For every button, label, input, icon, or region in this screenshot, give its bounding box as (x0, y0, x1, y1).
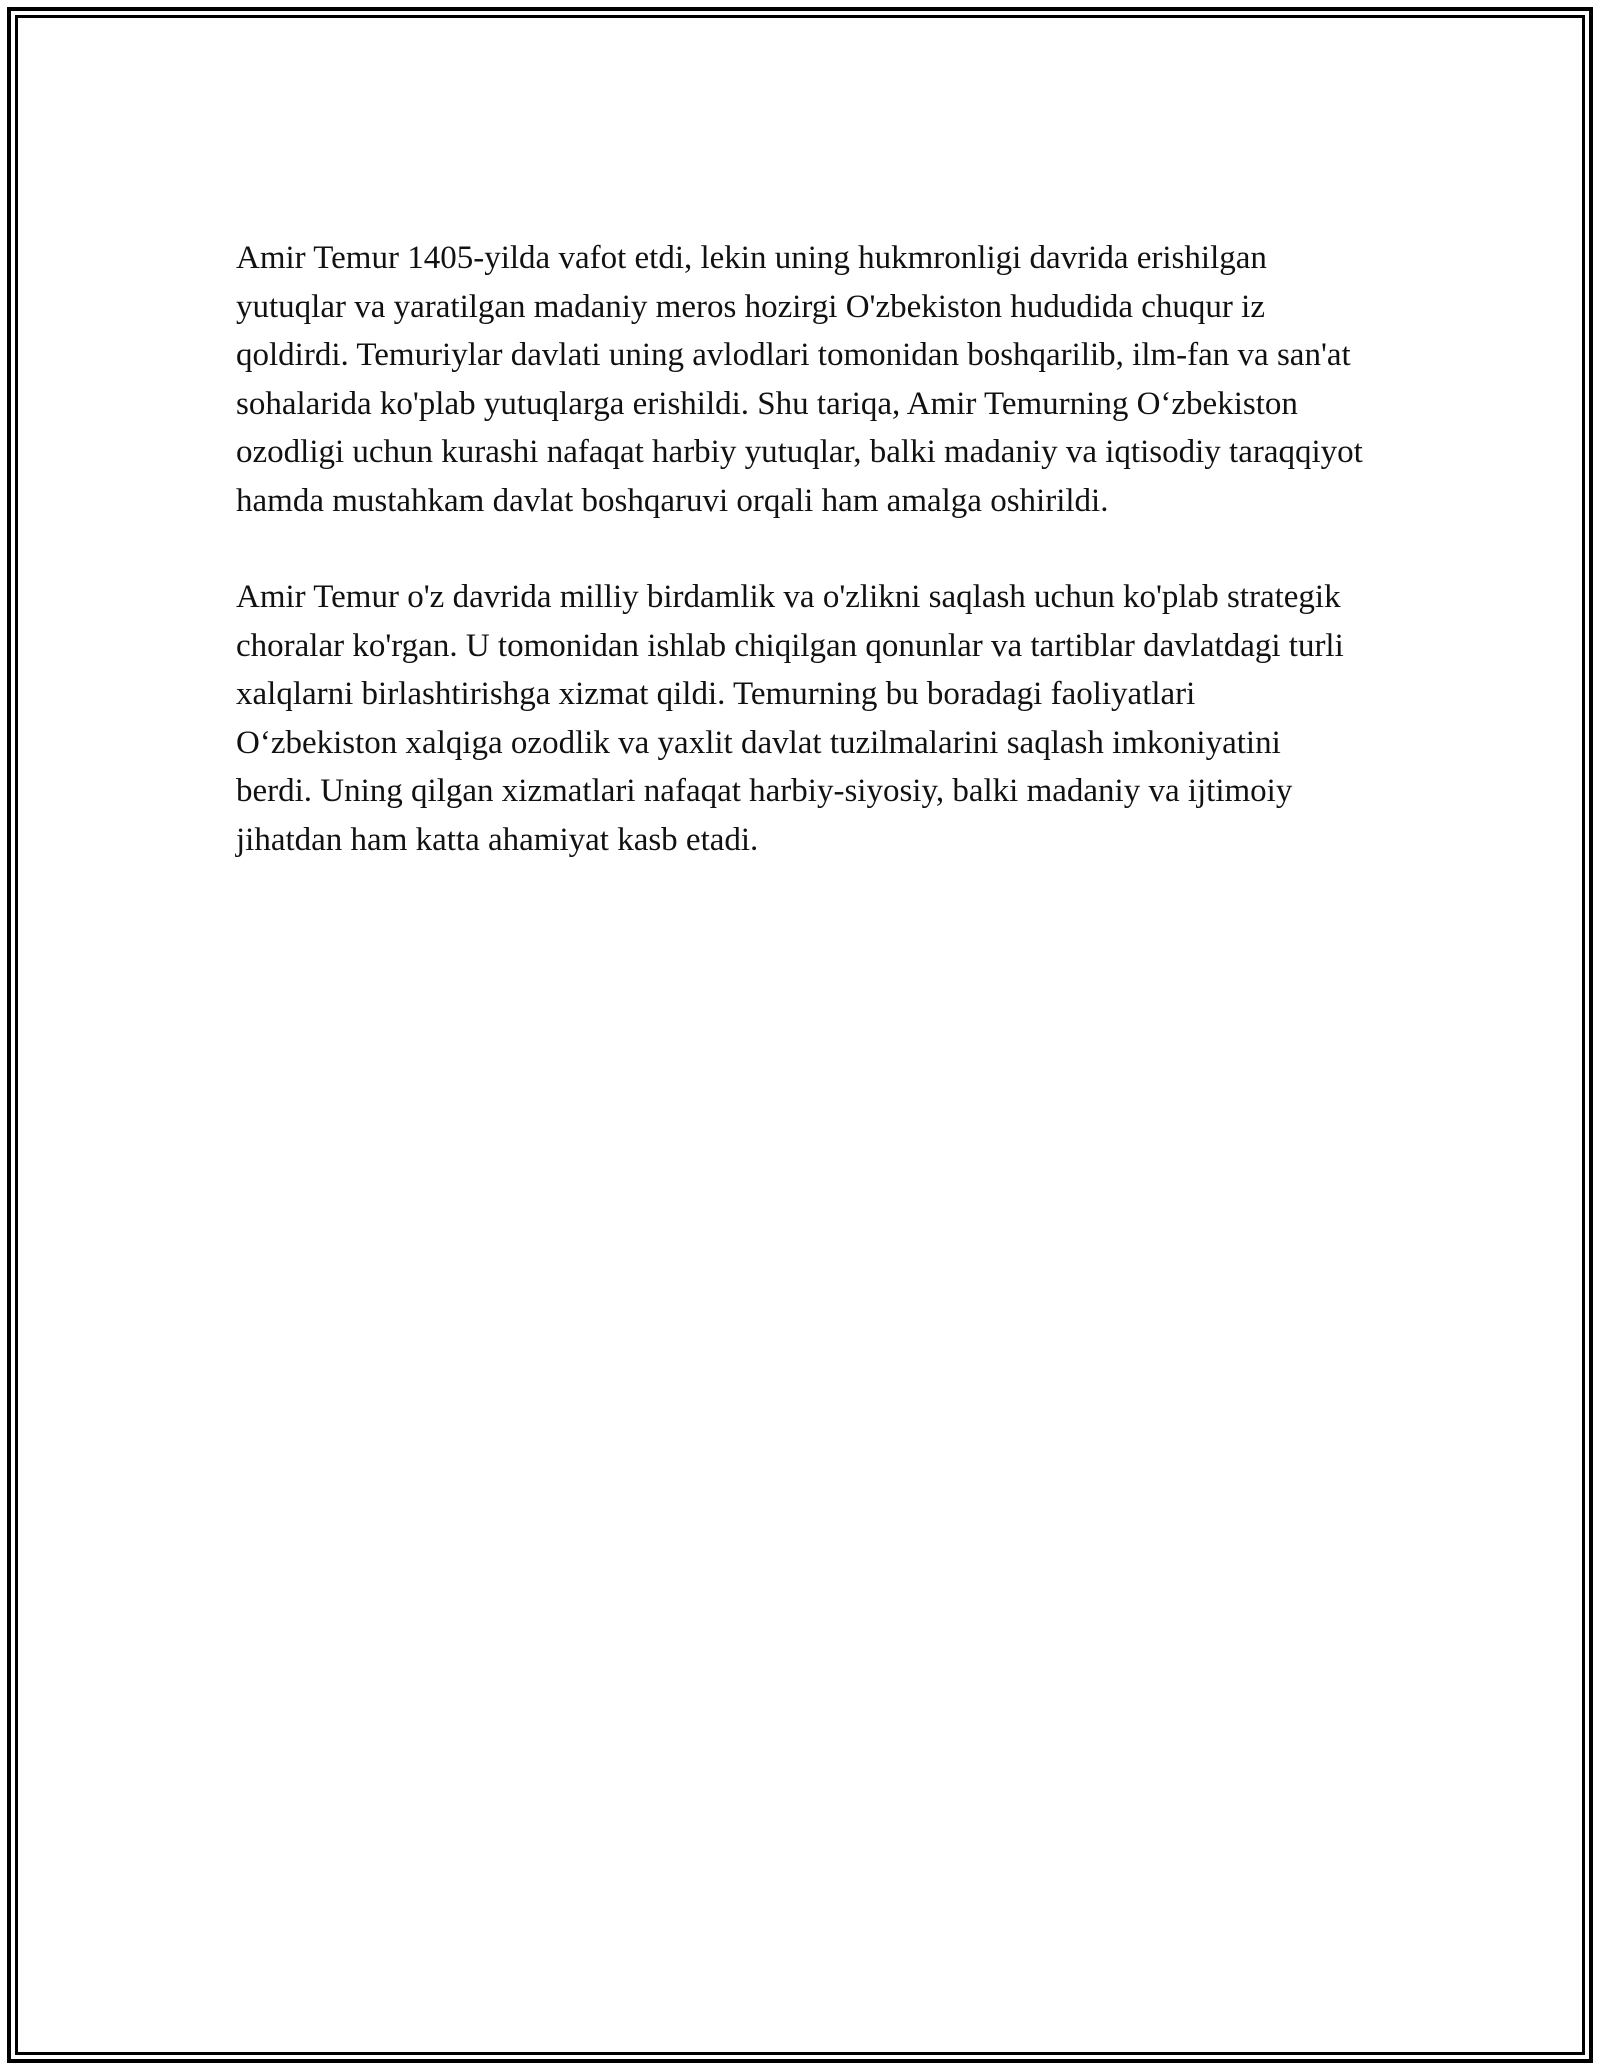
paragraph-1: Amir Temur 1405-yilda vafot etdi, lekin uning hukmronligi davrida erishilgan yutuqlar va yaratilgan madaniy meros hozirgi O'zbekiston hududida chuqur iz qoldirdi. Temuriylar davlati uning avlodlari tomonidan boshqarilib, ilm-fan va san'at sohalarida ko'plab yutuqlarga erishildi. Shu tariqa, Amir Temurning O‘zbekiston ozodligi uchun kurashi nafaqat harbiy yutuqlar, balki madaniy va iqtisodiy taraqqiyot hamda mustahkam davlat boshqaruvi orqali ham amalga oshirildi. (236, 240, 1363, 519)
document-body (236, 234, 1364, 912)
paragraph-2: Amir Temur o'z davrida milliy birdamlik va o'zlikni saqlash uchun ko'plab strategik choralar ko'rgan. U tomonidan ishlab chiqilgan qonunlar va tartiblar davlatdagi turli xalqlarni birlashtirishga xizmat qildi. Temurning bu boradagi faoliyatlari O‘zbekiston xalqiga ozodlik va yaxlit davlat tuzilmalarini saqlash imkoniyatini berdi. Uning qilgan xizmatlari nafaqat harbiy-siyosiy, balki madaniy va ijtimoiy jihatdan ham katta ahamiyat kasb etadi. (236, 579, 1344, 858)
